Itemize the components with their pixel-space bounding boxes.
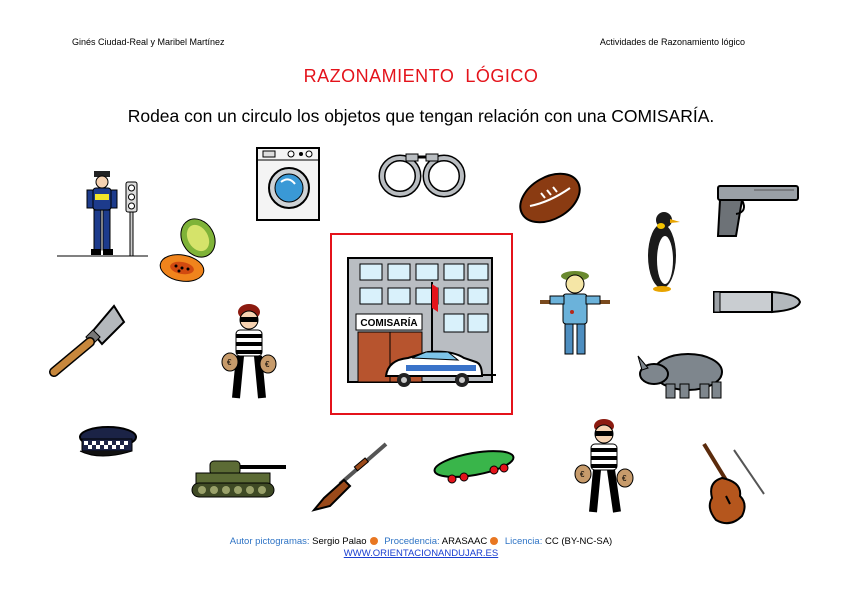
author-name: Sergio Palao xyxy=(312,536,367,547)
pistol-icon[interactable] xyxy=(714,182,802,240)
rugby-ball-icon[interactable] xyxy=(516,168,584,228)
website-link[interactable]: WWW.ORIENTACIONANDUJAR.ES xyxy=(343,548,499,559)
footer-credits xyxy=(0,536,842,547)
tank-icon[interactable] xyxy=(190,455,288,499)
license-label: Licencia: xyxy=(504,536,543,547)
separator-dot-icon-2 xyxy=(490,537,498,545)
svg-text:€: € xyxy=(265,360,270,369)
page-title: RAZONAMIENTO LÓGICO xyxy=(303,66,539,86)
instruction-text: Rodea con un circulo los objetos que tengan relación con una COMISARÍA. xyxy=(127,106,715,126)
header-authors: Ginés Ciudad-Real y Maribel Martínez xyxy=(72,37,225,47)
handcuffs-icon[interactable] xyxy=(376,150,468,200)
thief-icon[interactable] xyxy=(218,302,280,406)
source-name: ARASAAC xyxy=(441,536,488,547)
thief-icon-2[interactable] xyxy=(573,418,635,518)
violin-icon[interactable] xyxy=(698,440,768,526)
policeman-icon[interactable] xyxy=(55,168,150,260)
scarecrow-icon[interactable] xyxy=(536,268,614,360)
putty-knife-icon[interactable] xyxy=(48,302,126,378)
separator-dot-icon xyxy=(370,537,378,545)
svg-text:€: € xyxy=(622,474,627,483)
author-label: Autor pictogramas: xyxy=(229,536,310,547)
washing-machine-icon[interactable] xyxy=(255,146,323,222)
station-sign: COMISARÍA xyxy=(360,318,418,329)
svg-text:€: € xyxy=(227,358,232,367)
header-activity: Actividades de Razonamiento lógico xyxy=(599,37,745,47)
penguin-icon[interactable] xyxy=(640,210,684,292)
skateboard-icon[interactable] xyxy=(432,446,516,488)
bullet-icon[interactable] xyxy=(712,287,802,317)
rhinoceros-icon[interactable] xyxy=(636,346,732,400)
papaya-icon[interactable] xyxy=(158,216,223,288)
source-label: Procedencia: xyxy=(384,536,440,547)
license-value: CC (BY-NC-SA) xyxy=(544,536,613,547)
police-cap-icon[interactable] xyxy=(72,425,138,463)
svg-text:€: € xyxy=(580,470,585,479)
shotgun-icon[interactable] xyxy=(310,440,390,514)
police-station-icon[interactable] xyxy=(346,256,496,398)
